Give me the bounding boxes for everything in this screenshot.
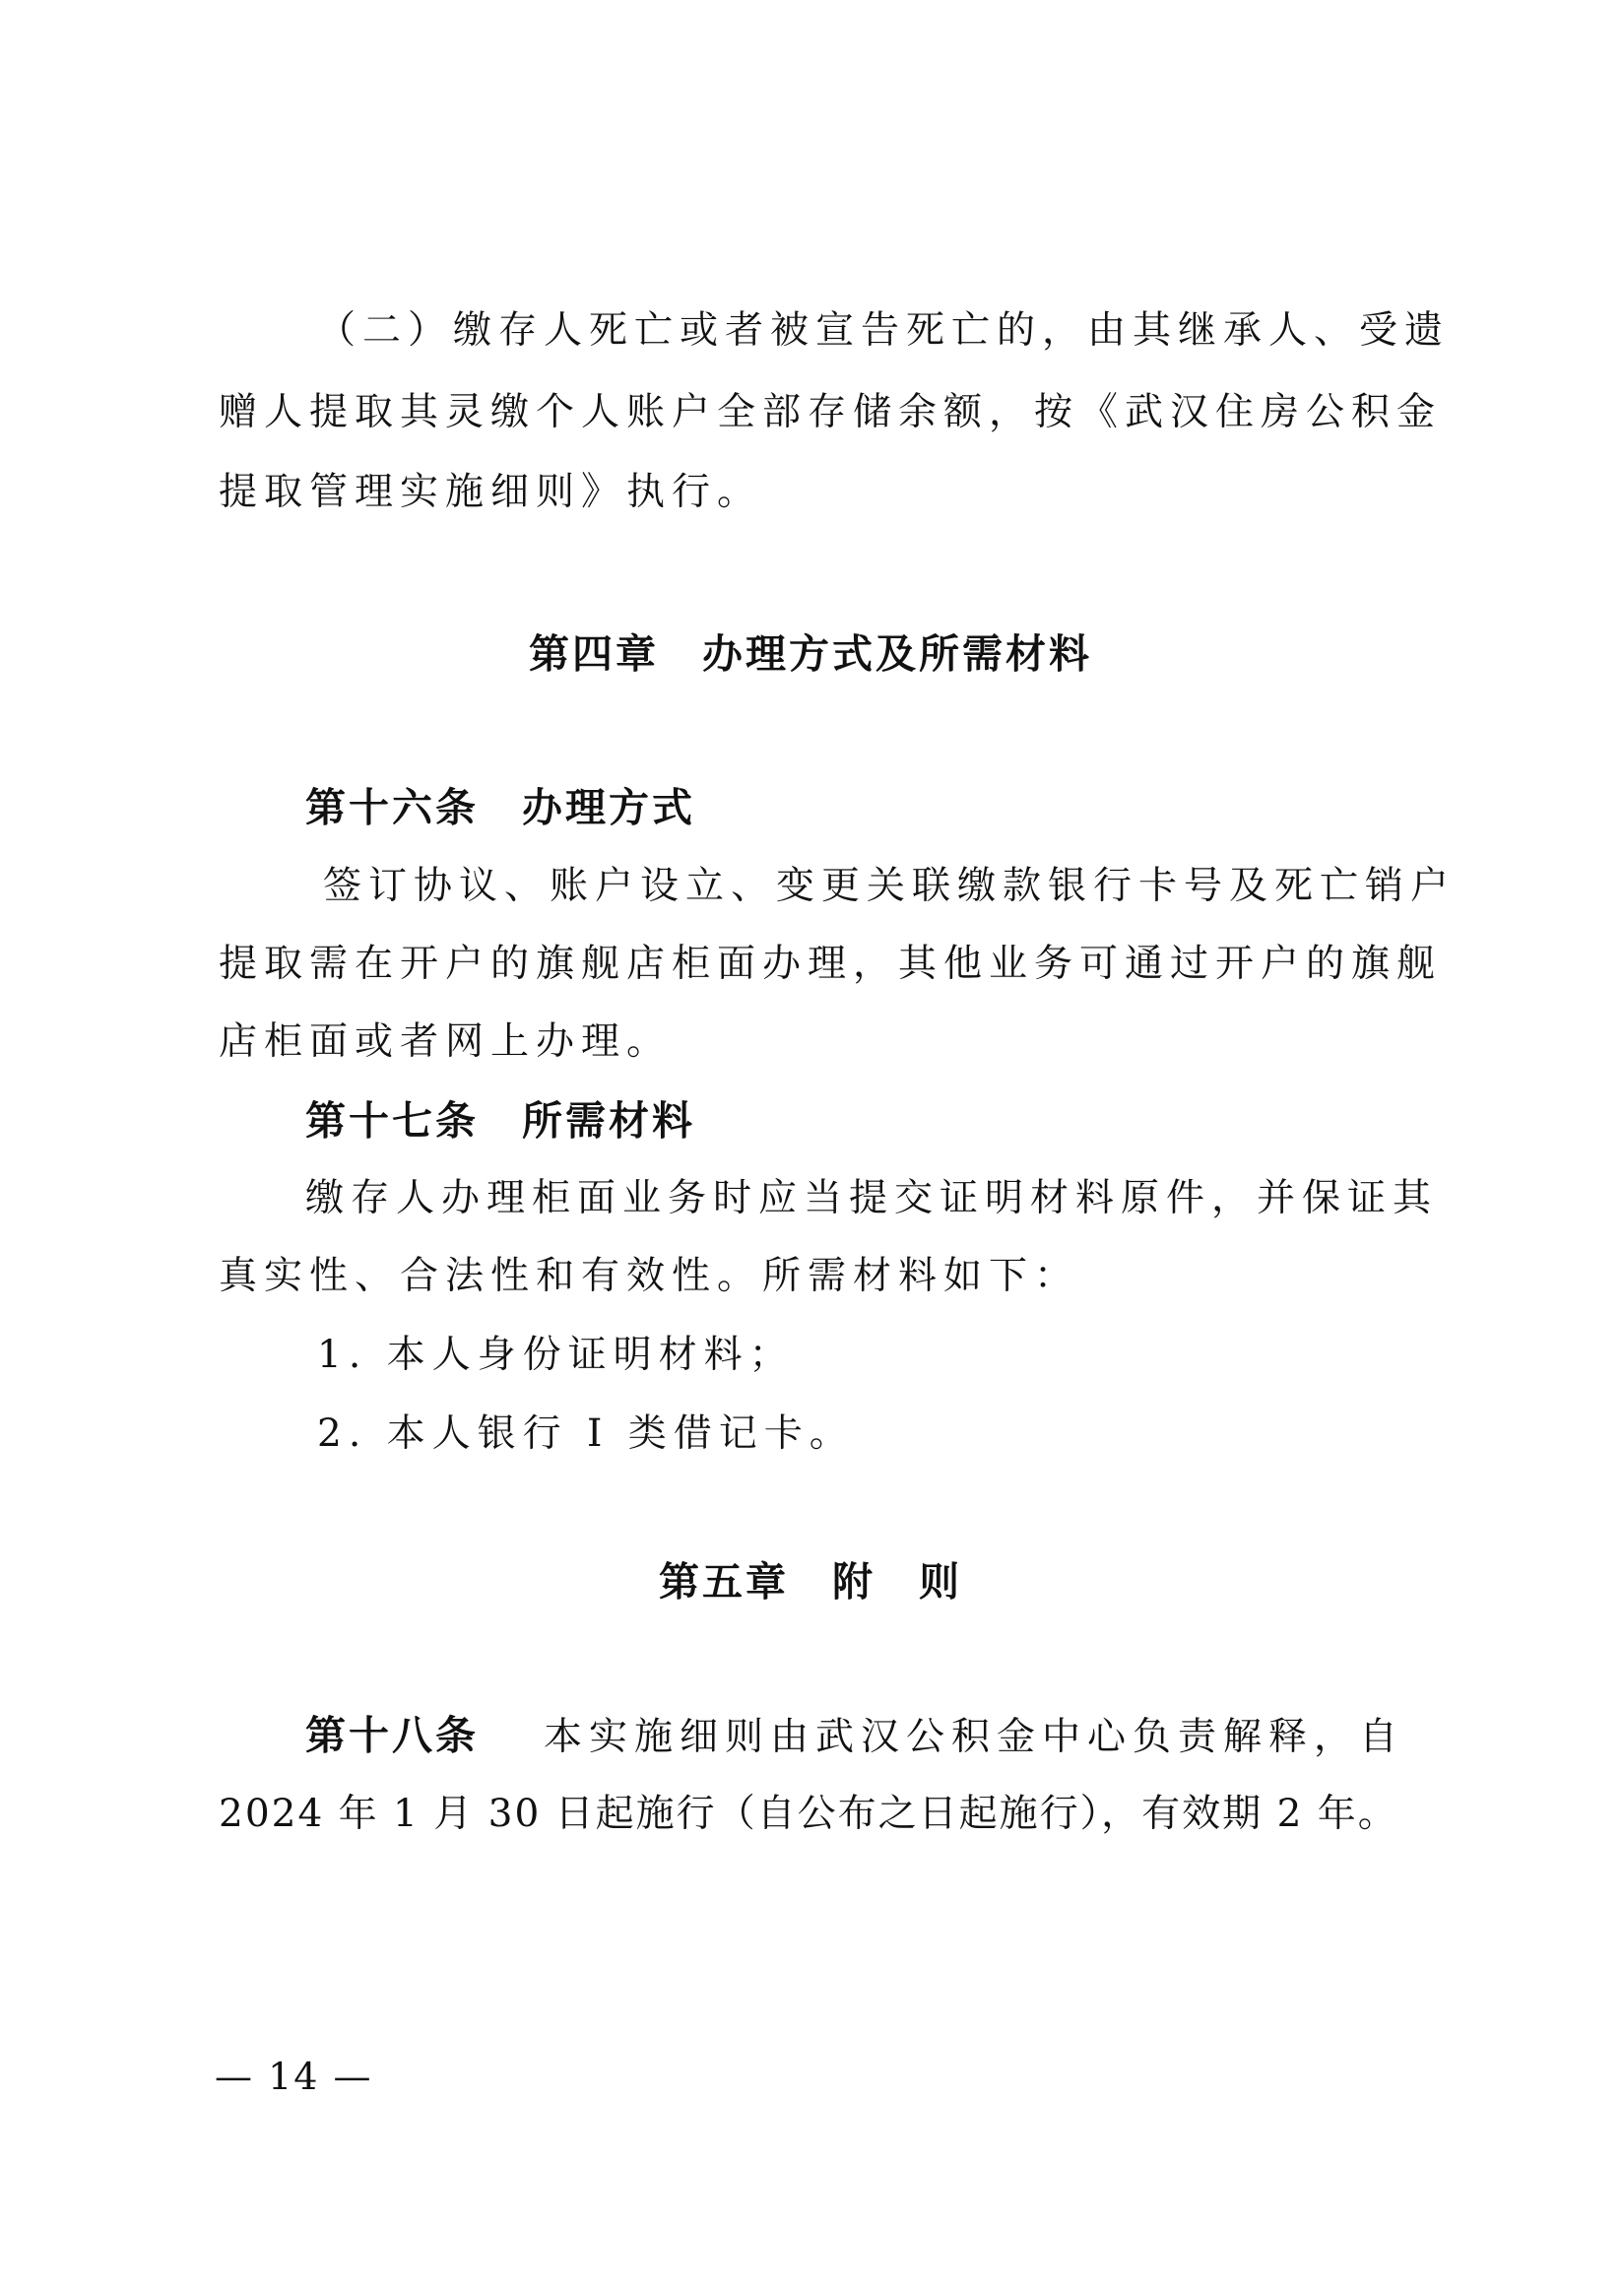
list-item: 1. 本人身份证明材料； — [317, 1333, 795, 1377]
chapter-heading: 第五章 附 则 — [659, 1558, 962, 1606]
paragraph-line: 提取管理实施细则》执行。 — [219, 470, 763, 514]
article-heading: 第十六条 办理方式 — [305, 784, 695, 831]
paragraph-line: 2024 年 1 月 30 日起施行（自公布之日起施行），有效期 2 年。 — [219, 1792, 1398, 1836]
paragraph-line: 签订协议、账户设立、变更关联缴款银行卡号及死亡销户 — [323, 864, 1457, 908]
article-heading: 第十八条 — [305, 1712, 479, 1759]
article-paragraph — [305, 1710, 1621, 1763]
page-number: — 14 — — [215, 2055, 373, 2098]
paragraph-line: 真实性、合法性和有效性。所需材料如下： — [219, 1254, 1080, 1298]
chapter-heading: 第四章 办理方式及所需材料 — [529, 630, 1092, 678]
paragraph-line: （二）缴存人死亡或者被宣告死亡的，由其继承人、受遗 — [317, 308, 1451, 353]
article-heading: 第十七条 所需材料 — [305, 1097, 695, 1145]
list-item: 2. 本人银行 I 类借记卡。 — [317, 1411, 855, 1456]
paragraph-line: 提取需在开户的旗舰店柜面办理，其他业务可通过开户的旗舰 — [219, 942, 1443, 986]
paragraph-line: 缴存人办理柜面业务时应当提交证明材料原件，并保证其 — [305, 1176, 1439, 1220]
paragraph-line: 赠人提取其灵缴个人账户全部存储余额，按《武汉住房公积金 — [219, 390, 1443, 434]
paragraph-line: 店柜面或者网上办理。 — [219, 1019, 673, 1064]
paragraph-text: 本实施细则由武汉公积金中心负责解释，自 — [544, 1715, 1405, 1759]
